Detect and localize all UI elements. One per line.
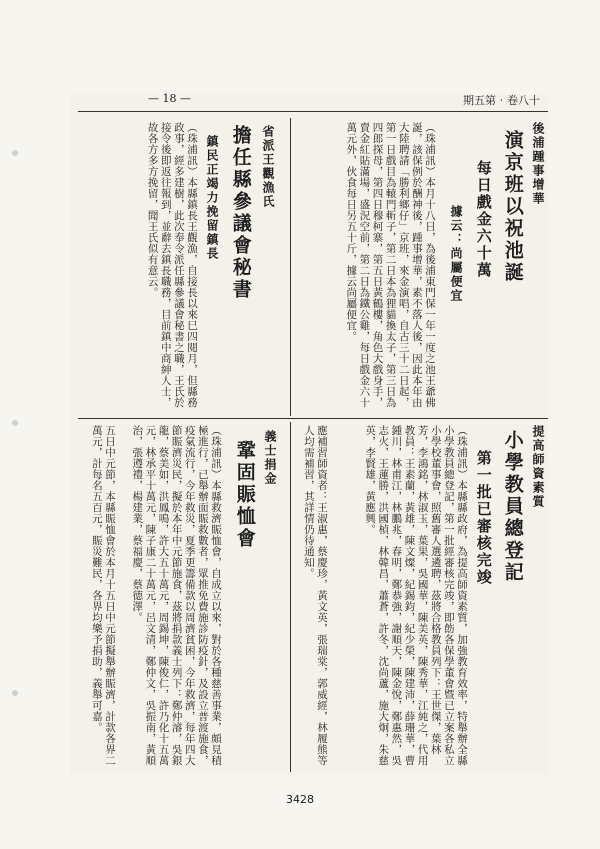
council-subhead2: 鎮民正竭力挽留鎮長 xyxy=(205,135,219,261)
teachers-body-2: 應補習師資者：王淑惠，蔡慶珍，黃文英，張瑞棠，郭威經，林履熊等人均需補習，其詳情仍待通知。 xyxy=(302,425,328,766)
teachers-body: （珠浦訊）本縣縣政府，為提高師資素質，加強教育效率，特舉辦全縣小學教員總登記，第一批經審核完竣，即飭各保學董會暨已立案各私立小學校董事會，照舊審人選遴聘，茲將合格教員列下：王世傑，葉林芳，李鴻銘，林淑玉，葉果，吳國華，陳美英，陳秀華，江純之，代用教員：王素蘭，黃雄，陳文燦，紀錫鈞，紀少榮，陳建沛，薛珊華，曹鍾川，林甫江，林鵬兆，春明，鄭恭強，謝順天，陳金悅，鄭惠然，吳志火，王蓮勝，洪國楨，林韓昌，蕭蒼，許冬，沈尚蘆，施大炯，朱慈英，李賢雄，黃應興。 xyxy=(364,425,468,766)
theatre-kicker: 後浦踵事增華 xyxy=(531,122,545,206)
page-number: — 18 — xyxy=(148,92,191,105)
page-folio: 3428 xyxy=(286,793,314,806)
teachers-headline: 小學教員總登記 xyxy=(501,430,524,584)
issue-label: 期五第‧卷八十 xyxy=(463,94,540,107)
running-header xyxy=(78,92,548,110)
header-rule xyxy=(78,111,548,112)
theatre-note: 據云：尚屬便宜 xyxy=(449,205,463,303)
council-subhead: 省派王觀漁氏 xyxy=(261,125,275,209)
relief-headline: 鞏固賑恤會 xyxy=(233,440,256,550)
binding-hole xyxy=(12,150,18,156)
relief-kicker: 義士捐金 xyxy=(263,430,277,486)
column-divider xyxy=(290,118,291,416)
column-divider xyxy=(290,422,291,772)
council-headline: 擔任縣參議會秘書 xyxy=(229,125,252,301)
binding-hole xyxy=(12,420,18,426)
theatre-subhead: 每日戲金六十萬 xyxy=(474,160,493,279)
section-rule xyxy=(78,418,548,419)
teachers-kicker: 提高師資素質 xyxy=(531,425,545,509)
theatre-body: （珠浦訊）本月十八日，為後浦東門保一年一度之池王爺佛誕，該保例於酬神後，踵事增華，素不落人後，因此本年由大陸聘請「勝利鄉仔」京班，來金演唱，自古三十二日起，第一日戲目為轅門斬子，第二日本為狸貓換太子，第三日為四郎探母，第四日穆柯寨，第五日黃鶴樓，角色大戲身手，賣金紅貼滿場，盛況空前，第二日為鐵公雞，每日戲金六十萬元外，伙食每日另五十斤，據云尚屬便宜。 xyxy=(345,122,436,408)
council-body: （珠浦訊）本縣鎮長王觀漁，自接長以來巳四閱月，但縣務政事，經多建樹，此次奉令派任縣參議會秘書之職，王氏於接令後即返往報到，並辭去鎮長職務，目前鎮中商紳人士，故各方多方挽留，聞王氏似有意云。 xyxy=(146,122,198,408)
teachers-subhead: 第一批已審核完竣 xyxy=(474,450,493,586)
binding-hole xyxy=(12,690,18,696)
theatre-headline: 演京班以祝池誕 xyxy=(501,130,524,284)
relief-body-2: 五日中元節，本縣賑恤會於本月十五日中元節擬舉辦賑濟，計款各界二萬元，計每名五百元，賑災難民，各界均樂予捐助，義舉可嘉。 xyxy=(90,425,116,766)
relief-body: （珠浦訊）本縣救濟賑恤會，自成立以來，對於各種慈善事業，頗見積極進行，已舉辦面賑救數者，眾推免費施診防疫針，及設立普渡施食，疫氣流行，今年救災，夏季更籌備款以周濟貧困，今年救濟，每年四大節賑濟災民，擬於本年中元節施食，茲將捐款義士列下：鄭仲濬，吳銀龍，蔡美如，洪鳳鳴，許大五十萬元，周錫坤，陳俊仁，許乃化十五萬元，林承平十萬元，陳子康二十萬元，呂文清，鄭仲文，吳振南，黃順治，張遵禮，楊建業，蔡福慶，蔡德澤。 xyxy=(131,425,222,766)
